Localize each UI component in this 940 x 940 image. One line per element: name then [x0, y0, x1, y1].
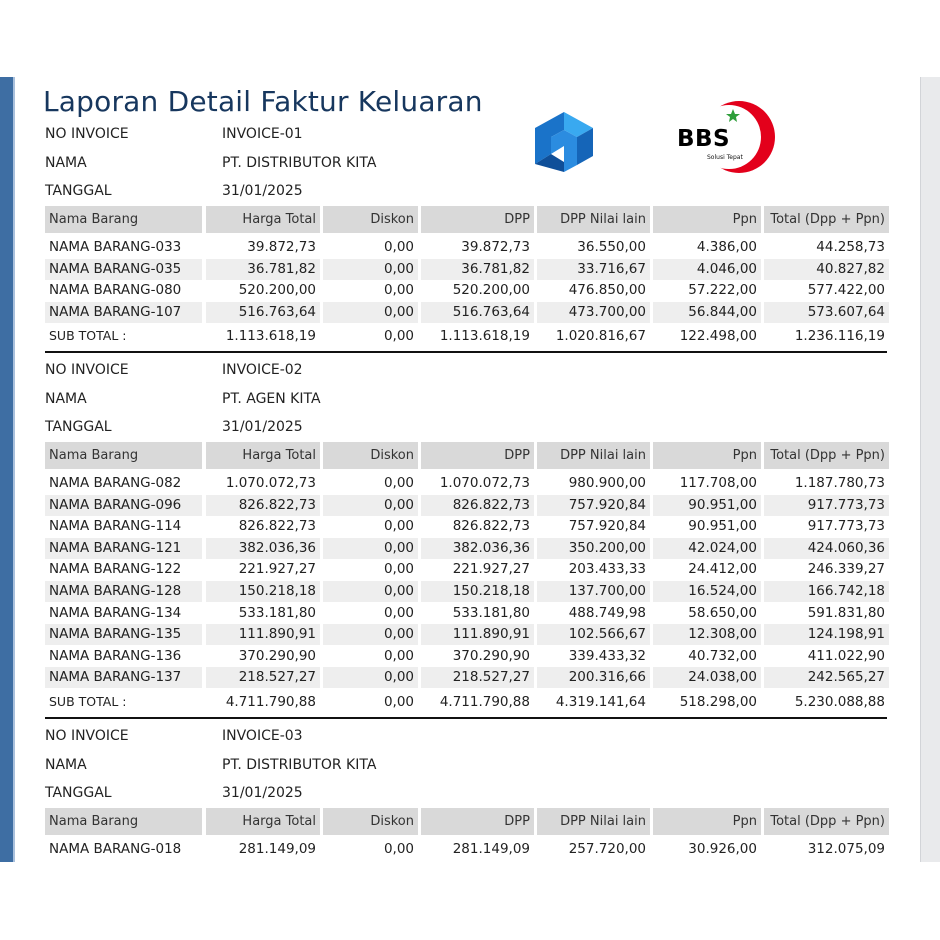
- table-cell: 39.872,73: [247, 239, 316, 255]
- table-cell: NAMA BARANG-128: [45, 581, 202, 602]
- table-cell: 221.927,27: [452, 561, 530, 578]
- subtotal-value: 518.298,00: [679, 694, 757, 710]
- table-cell: 516.763,64: [421, 302, 534, 323]
- column-header: DPP Nilai lain: [537, 442, 650, 469]
- table-cell: 242.565,27: [764, 667, 889, 688]
- invoice-date-label: TANGGAL: [45, 419, 112, 435]
- table-cell: NAMA BARANG-096: [45, 495, 202, 516]
- table-cell: 0,00: [323, 259, 418, 280]
- column-header: Diskon: [323, 442, 418, 469]
- invoice-number-value: INVOICE-03: [222, 728, 303, 744]
- table-cell: 826.822,73: [206, 495, 320, 516]
- bbs-logo-text: BBS: [677, 126, 731, 152]
- table-cell: 42.024,00: [653, 538, 761, 559]
- table-cell: 0,00: [383, 518, 414, 535]
- table-cell: 36.550,00: [577, 239, 646, 255]
- table-cell: 56.844,00: [653, 302, 761, 323]
- table-cell: 370.290,90: [452, 647, 530, 664]
- subtotal-value: 1.113.618,19: [225, 328, 316, 345]
- invoice-number-label: NO INVOICE: [45, 728, 129, 744]
- table-cell: 424.060,36: [764, 538, 889, 559]
- table-cell: 246.339,27: [807, 561, 885, 578]
- table-cell: 44.258,73: [816, 239, 885, 255]
- table-cell: 516.763,64: [206, 302, 320, 323]
- column-header: Nama Barang: [45, 206, 202, 233]
- column-header: Harga Total: [206, 442, 320, 469]
- column-header: DPP Nilai lain: [537, 206, 650, 233]
- column-header: DPP: [421, 808, 534, 835]
- table-cell: 90.951,00: [653, 495, 761, 516]
- table-cell: 312.075,09: [807, 841, 885, 857]
- column-header: Total (Dpp + Ppn): [764, 808, 889, 835]
- subtotal-value: 122.498,00: [679, 328, 757, 345]
- subtotal-value: 4.711.790,88: [439, 694, 530, 710]
- table-cell: 124.198,91: [764, 624, 889, 645]
- customer-name-value: PT. DISTRIBUTOR KITA: [222, 154, 377, 171]
- table-cell: 4.046,00: [653, 259, 761, 280]
- table-cell: 281.149,09: [238, 841, 316, 857]
- subtotal-divider: [45, 717, 887, 719]
- column-header: Diskon: [323, 808, 418, 835]
- table-cell: 0,00: [323, 667, 418, 688]
- invoice-date-label: TANGGAL: [45, 785, 112, 801]
- column-header: Total (Dpp + Ppn): [764, 206, 889, 233]
- column-header: Harga Total: [206, 808, 320, 835]
- subtotal-value: 1.113.618,19: [439, 328, 530, 345]
- table-cell: 0,00: [323, 302, 418, 323]
- table-cell: 411.022,90: [807, 647, 885, 664]
- hexagon-logo-icon: [525, 104, 603, 180]
- table-cell: 917.773,73: [764, 495, 889, 516]
- table-cell: 826.822,73: [421, 495, 534, 516]
- table-cell: 0,00: [383, 239, 414, 255]
- table-cell: 4.386,00: [696, 239, 757, 255]
- table-cell: NAMA BARANG-122: [49, 561, 182, 578]
- report-title: Laporan Detail Faktur Keluaran: [43, 85, 483, 118]
- table-cell: 111.890,91: [206, 624, 320, 645]
- table-cell: 382.036,36: [206, 538, 320, 559]
- column-header: Diskon: [323, 206, 418, 233]
- table-cell: 350.200,00: [537, 538, 650, 559]
- bbs-logo-tagline: Solusi Tepat: [707, 154, 743, 161]
- subtotal-value: 0,00: [383, 694, 414, 710]
- table-cell: 150.218,18: [421, 581, 534, 602]
- table-cell: NAMA BARANG-107: [45, 302, 202, 323]
- table-cell: NAMA BARANG-134: [49, 604, 182, 621]
- table-cell: 1.070.072,73: [225, 475, 316, 491]
- column-header: Nama Barang: [45, 442, 202, 469]
- table-cell: 573.607,64: [764, 302, 889, 323]
- table-cell: 339.433,32: [568, 647, 646, 664]
- table-cell: 826.822,73: [452, 518, 530, 535]
- invoice-date-value: 31/01/2025: [222, 183, 303, 199]
- table-cell: 1.187.780,73: [794, 475, 885, 491]
- table-cell: 0,00: [323, 581, 418, 602]
- table-cell: 117.708,00: [679, 475, 757, 491]
- table-cell: 0,00: [383, 841, 414, 857]
- vertical-scrollbar[interactable]: [920, 77, 940, 862]
- table-cell: 591.831,80: [807, 604, 885, 621]
- customer-name-value: PT. DISTRIBUTOR KITA: [222, 756, 377, 773]
- table-cell: 520.200,00: [238, 282, 316, 299]
- table-cell: 24.038,00: [653, 667, 761, 688]
- table-cell: 577.422,00: [807, 282, 885, 299]
- invoice-date-value: 31/01/2025: [222, 785, 303, 801]
- table-cell: 16.524,00: [653, 581, 761, 602]
- bbs-logo: [675, 99, 777, 175]
- table-cell: NAMA BARANG-135: [45, 624, 202, 645]
- company-logo-tile: [525, 104, 603, 180]
- table-cell: 111.890,91: [421, 624, 534, 645]
- column-header: Nama Barang: [45, 808, 202, 835]
- table-cell: 0,00: [383, 647, 414, 664]
- subtotal-divider: [45, 351, 887, 353]
- table-cell: 24.412,00: [688, 561, 757, 578]
- table-cell: NAMA BARANG-136: [49, 647, 182, 664]
- table-cell: 137.700,00: [537, 581, 650, 602]
- table-cell: NAMA BARANG-082: [49, 475, 182, 491]
- table-cell: NAMA BARANG-033: [49, 239, 182, 255]
- subtotal-value: 4.711.790,88: [225, 694, 316, 710]
- table-cell: 917.773,73: [807, 518, 885, 535]
- table-cell: 980.900,00: [568, 475, 646, 491]
- column-header: Ppn: [653, 442, 761, 469]
- table-cell: 281.149,09: [452, 841, 530, 857]
- table-cell: 826.822,73: [238, 518, 316, 535]
- table-cell: 473.700,00: [537, 302, 650, 323]
- table-cell: 40.827,82: [764, 259, 889, 280]
- table-cell: 0,00: [383, 561, 414, 578]
- subtotal-value: 0,00: [383, 328, 414, 345]
- invoice-number-value: INVOICE-01: [222, 126, 303, 142]
- table-cell: 0,00: [383, 604, 414, 621]
- table-cell: 0,00: [323, 624, 418, 645]
- invoice-date-label: TANGGAL: [45, 183, 112, 199]
- table-cell: 57.222,00: [688, 282, 757, 299]
- invoice-number-label: NO INVOICE: [45, 126, 129, 142]
- table-cell: 488.749,98: [568, 604, 646, 621]
- column-header: Ppn: [653, 808, 761, 835]
- table-cell: 218.527,27: [206, 667, 320, 688]
- table-cell: 218.527,27: [421, 667, 534, 688]
- table-cell: 757.920,84: [568, 518, 646, 535]
- invoice-number-value: INVOICE-02: [222, 362, 303, 378]
- table-cell: 0,00: [323, 495, 418, 516]
- table-cell: 0,00: [383, 282, 414, 299]
- table-cell: 40.732,00: [688, 647, 757, 664]
- subtotal-label: SUB TOTAL :: [49, 694, 127, 709]
- table-cell: 370.290,90: [238, 647, 316, 664]
- table-cell: 90.951,00: [688, 518, 757, 535]
- window-frame-left: [0, 77, 13, 862]
- customer-name-label: NAMA: [45, 154, 87, 171]
- table-cell: NAMA BARANG-080: [49, 282, 182, 299]
- table-cell: 0,00: [323, 538, 418, 559]
- table-cell: NAMA BARANG-121: [45, 538, 202, 559]
- table-cell: 102.566,67: [537, 624, 650, 645]
- table-cell: 0,00: [383, 475, 414, 491]
- subtotal-value: 1.236.116,19: [794, 328, 885, 345]
- subtotal-value: 1.020.816,67: [555, 328, 646, 345]
- table-cell: 221.927,27: [238, 561, 316, 578]
- table-cell: 382.036,36: [421, 538, 534, 559]
- column-header: Harga Total: [206, 206, 320, 233]
- customer-name-label: NAMA: [45, 390, 87, 407]
- column-header: DPP Nilai lain: [537, 808, 650, 835]
- customer-name-value: PT. AGEN KITA: [222, 390, 321, 407]
- subtotal-label: SUB TOTAL :: [49, 328, 127, 344]
- table-cell: 30.926,00: [688, 841, 757, 857]
- table-cell: 33.716,67: [537, 259, 650, 280]
- table-cell: 520.200,00: [452, 282, 530, 299]
- subtotal-value: 5.230.088,88: [794, 694, 885, 710]
- table-cell: 757.920,84: [537, 495, 650, 516]
- table-cell: 533.181,80: [238, 604, 316, 621]
- table-cell: 476.850,00: [568, 282, 646, 299]
- table-cell: NAMA BARANG-137: [45, 667, 202, 688]
- table-cell: 39.872,73: [461, 239, 530, 255]
- customer-name-label: NAMA: [45, 756, 87, 773]
- table-cell: 150.218,18: [206, 581, 320, 602]
- column-header: Ppn: [653, 206, 761, 233]
- table-cell: 1.070.072,73: [439, 475, 530, 491]
- table-cell: 12.308,00: [653, 624, 761, 645]
- table-cell: NAMA BARANG-114: [49, 518, 182, 535]
- invoice-date-value: 31/01/2025: [222, 419, 303, 435]
- report-page: [15, 77, 920, 862]
- table-cell: 36.781,82: [206, 259, 320, 280]
- table-cell: 166.742,18: [764, 581, 889, 602]
- column-header: DPP: [421, 206, 534, 233]
- table-cell: NAMA BARANG-035: [45, 259, 202, 280]
- table-cell: 58.650,00: [688, 604, 757, 621]
- table-cell: NAMA BARANG-018: [49, 841, 182, 857]
- table-cell: 200.316,66: [537, 667, 650, 688]
- table-cell: 257.720,00: [568, 841, 646, 857]
- table-cell: 533.181,80: [452, 604, 530, 621]
- column-header: DPP: [421, 442, 534, 469]
- subtotal-value: 4.319.141,64: [555, 694, 646, 710]
- invoice-number-label: NO INVOICE: [45, 362, 129, 378]
- table-cell: 203.433,33: [568, 561, 646, 578]
- column-header: Total (Dpp + Ppn): [764, 442, 889, 469]
- table-cell: 36.781,82: [421, 259, 534, 280]
